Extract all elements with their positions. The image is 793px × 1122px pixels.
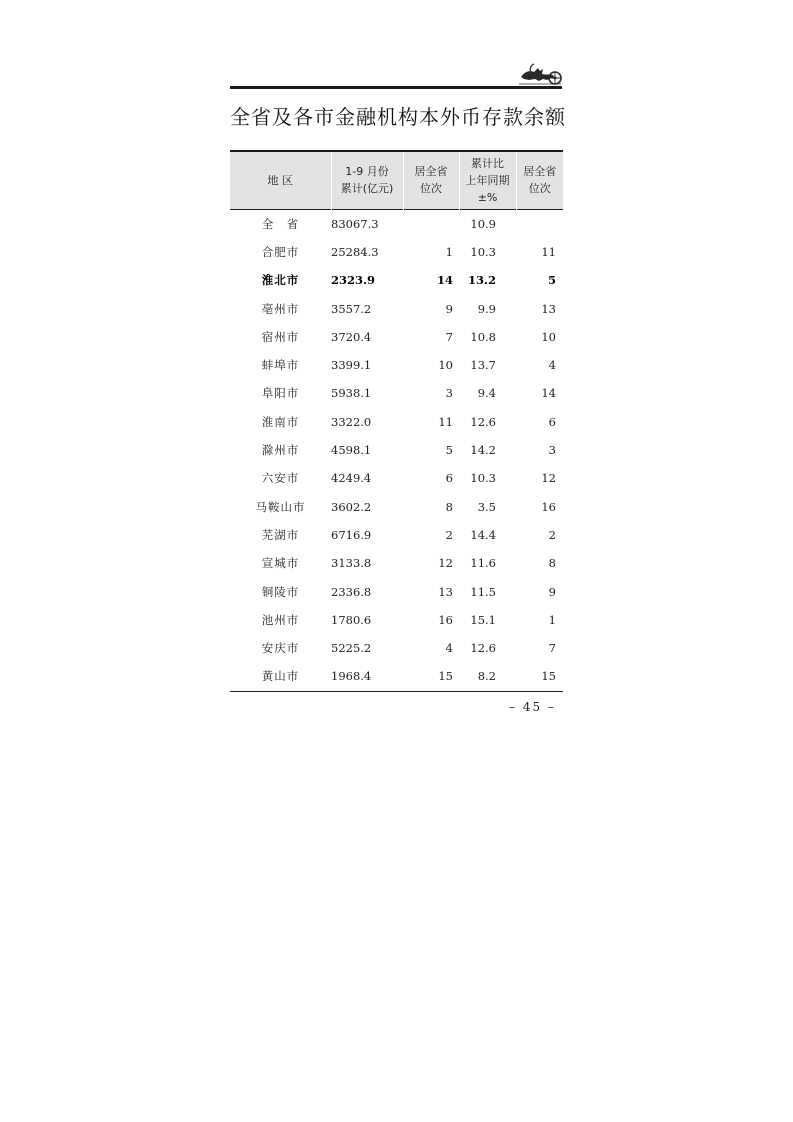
table-row <box>230 294 563 322</box>
table-row <box>230 662 563 691</box>
cell-amount: 3720.4 <box>331 329 372 344</box>
cell-region: 合肥市 <box>261 244 300 259</box>
cell-region: 全 省 <box>261 216 300 231</box>
cell-amount: 83067.3 <box>331 216 379 231</box>
cell-growth: 9.9 <box>477 301 496 316</box>
cell-region: 安庆市 <box>261 641 300 656</box>
cell-rank: 8 <box>445 499 453 514</box>
table-row <box>230 606 563 634</box>
header-rule <box>230 86 562 89</box>
cell-growth: 12.6 <box>470 641 496 656</box>
header-rank-line1: 居全省 <box>414 165 448 179</box>
cell-growth: 14.4 <box>470 527 496 542</box>
cell-growth-rank <box>516 210 563 238</box>
cell-growth: 10.9 <box>470 216 496 231</box>
cell-growth-rank: 3 <box>548 443 556 458</box>
table-row <box>230 549 563 577</box>
cell-rank: 4 <box>445 641 453 656</box>
table-row <box>230 521 563 549</box>
cell-region: 阜阳市 <box>261 386 300 401</box>
horse-chariot-logo <box>517 60 563 86</box>
cell-rank: 15 <box>438 669 453 684</box>
cell-growth: 3.5 <box>477 499 496 514</box>
cell-region: 黄山市 <box>261 669 300 684</box>
table-row <box>230 323 563 351</box>
header-growth-rank-line1: 居全省 <box>523 165 557 179</box>
page-title: 全省及各市金融机构本外币存款余额 <box>230 105 566 129</box>
cell-rank: 1 <box>445 244 453 259</box>
cell-growth: 9.4 <box>477 386 496 401</box>
table-row <box>230 492 563 520</box>
cell-amount: 1780.6 <box>331 612 372 627</box>
page-number: – 45 – <box>509 700 556 714</box>
table-header-row <box>230 151 563 209</box>
header-growth-rank-line2: 位次 <box>528 182 551 196</box>
table-row <box>230 634 563 662</box>
cell-growth-rank: 15 <box>541 669 556 684</box>
cell-amount: 1968.4 <box>331 669 372 684</box>
cell-rank: 14 <box>436 273 453 288</box>
cell-growth-rank: 9 <box>548 584 556 599</box>
cell-growth: 11.5 <box>470 584 496 599</box>
cell-amount: 3557.2 <box>331 301 372 316</box>
cell-rank: 5 <box>445 443 453 458</box>
cell-growth: 10.8 <box>470 329 496 344</box>
cell-growth-rank: 1 <box>548 612 556 627</box>
cell-region: 淮北市 <box>261 273 300 288</box>
cell-growth-rank: 16 <box>541 499 556 514</box>
cell-growth: 14.2 <box>470 443 496 458</box>
cell-region: 亳州市 <box>261 301 300 316</box>
cell-growth: 13.2 <box>467 273 496 288</box>
cell-rank: 10 <box>438 358 453 373</box>
header-rank-line2: 位次 <box>420 182 442 196</box>
cell-rank: 13 <box>438 584 453 599</box>
cell-region: 蚌埠市 <box>261 358 300 373</box>
cell-rank: 12 <box>438 556 453 571</box>
cell-growth-rank: 13 <box>541 301 556 316</box>
table-body <box>230 210 563 692</box>
cell-growth: 10.3 <box>470 244 496 259</box>
cell-growth-rank: 10 <box>541 329 556 344</box>
cell-amount: 25284.3 <box>331 244 379 259</box>
table-row <box>230 577 563 605</box>
deposit-table <box>230 150 563 692</box>
table-row <box>230 436 563 464</box>
table-row <box>230 266 563 294</box>
cell-growth-rank: 4 <box>548 358 556 373</box>
cell-rank: 7 <box>445 329 453 344</box>
cell-rank: 2 <box>445 527 453 542</box>
cell-amount: 3602.2 <box>331 499 372 514</box>
table-row <box>230 408 563 436</box>
cell-rank: 9 <box>445 301 453 316</box>
cell-region: 滁州市 <box>261 443 300 458</box>
cell-growth-rank: 5 <box>547 273 556 288</box>
cell-growth: 10.3 <box>470 471 496 486</box>
cell-growth: 13.7 <box>470 358 496 373</box>
cell-amount: 5938.1 <box>331 386 372 401</box>
header-cumulative-line2: 累计(亿元) <box>340 182 394 196</box>
cell-rank: 6 <box>445 471 453 486</box>
header-rank <box>403 151 459 209</box>
cell-region: 宣城市 <box>261 556 300 571</box>
cell-growth-rank: 14 <box>541 386 556 401</box>
cell-rank <box>403 210 459 238</box>
cell-growth-rank: 2 <box>548 527 556 542</box>
cell-rank: 3 <box>445 386 453 401</box>
cell-amount: 3322.0 <box>331 414 372 429</box>
cell-growth: 11.6 <box>470 556 496 571</box>
cell-amount: 5225.2 <box>331 641 372 656</box>
header-cumulative <box>331 151 403 209</box>
cell-region: 马鞍山市 <box>255 499 306 514</box>
cell-growth-rank: 8 <box>548 556 556 571</box>
cell-amount: 4598.1 <box>331 443 372 458</box>
cell-amount: 2336.8 <box>331 584 372 599</box>
cell-region: 铜陵市 <box>261 584 300 599</box>
header-growth-line1: 累计比 <box>471 156 504 170</box>
cell-growth: 8.2 <box>477 669 496 684</box>
cell-growth: 12.6 <box>470 414 496 429</box>
cell-rank: 11 <box>438 414 453 429</box>
cell-amount: 2323.9 <box>331 273 376 288</box>
cell-rank: 16 <box>438 612 453 627</box>
cell-region: 淮南市 <box>261 414 300 429</box>
cell-region: 六安市 <box>261 471 300 486</box>
header-region: 地 区 <box>230 151 331 209</box>
table-row <box>230 210 563 238</box>
table-row <box>230 379 563 407</box>
header-growth-rank <box>516 151 563 209</box>
table-bottom-rule <box>230 691 563 692</box>
cell-growth-rank: 11 <box>541 244 556 259</box>
cell-region: 池州市 <box>261 612 300 627</box>
table-row <box>230 464 563 492</box>
table-row <box>230 238 563 266</box>
header-growth-line3: ±% <box>477 190 498 204</box>
header-cumulative-line1: 1-9 月份 <box>345 165 389 179</box>
cell-region: 宿州市 <box>261 329 300 344</box>
header-growth-line2: 上年同期 <box>465 173 510 187</box>
cell-growth-rank: 6 <box>548 414 556 429</box>
cell-amount: 3399.1 <box>331 358 372 373</box>
header-growth <box>459 151 516 209</box>
cell-growth: 15.1 <box>470 612 496 627</box>
cell-amount: 6716.9 <box>331 527 372 542</box>
cell-growth-rank: 7 <box>548 641 556 656</box>
cell-growth-rank: 12 <box>541 471 556 486</box>
cell-amount: 4249.4 <box>331 471 372 486</box>
cell-region: 芜湖市 <box>261 527 300 542</box>
table-row <box>230 351 563 379</box>
cell-amount: 3133.8 <box>331 556 372 571</box>
